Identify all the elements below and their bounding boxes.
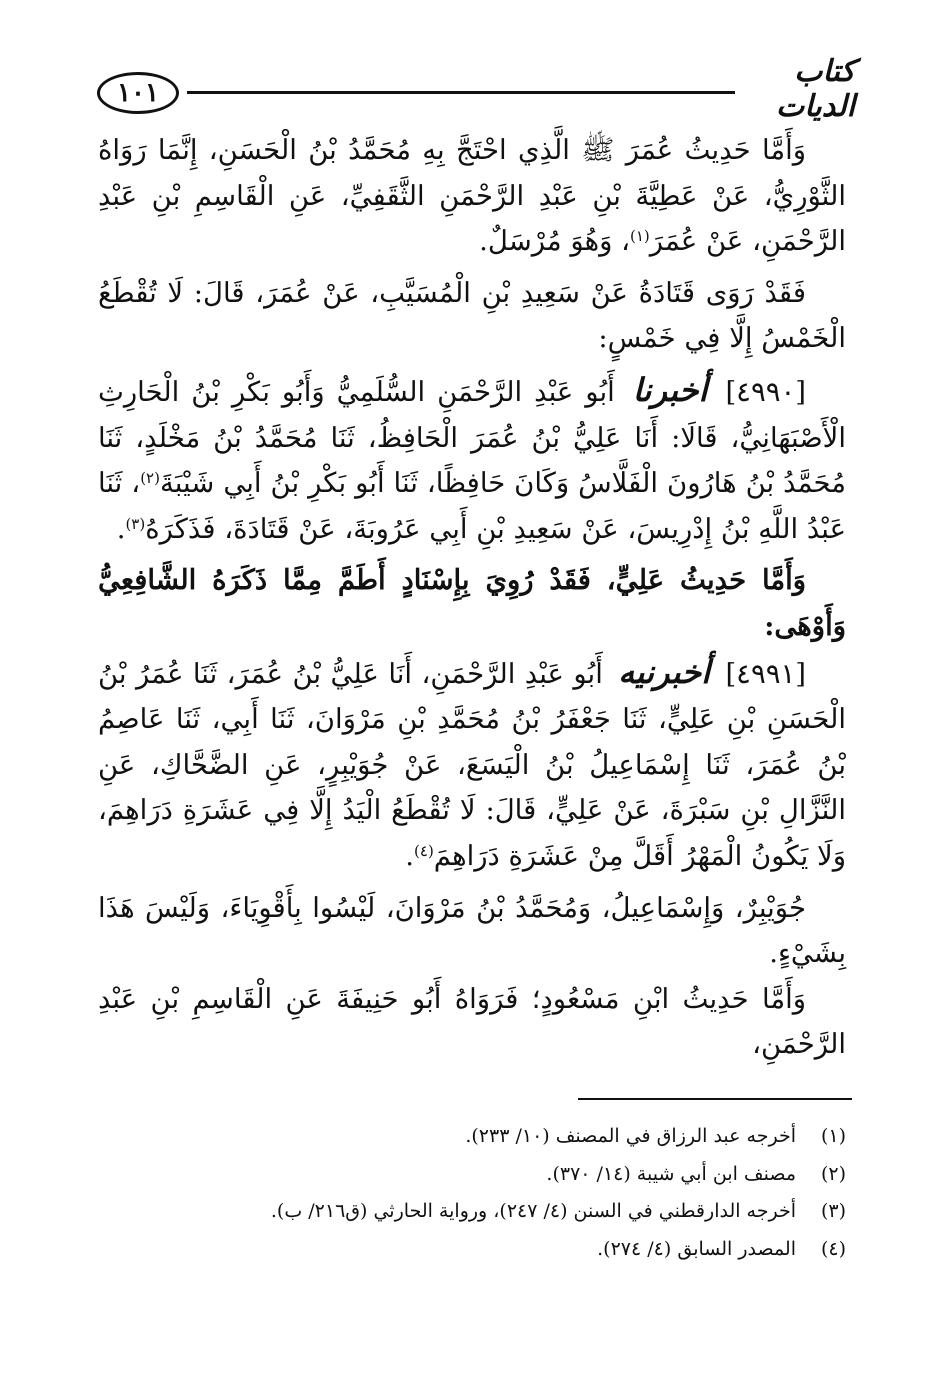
header-rule — [187, 91, 735, 94]
footnote-number: (٤) — [820, 1237, 846, 1260]
footnote-text: أخرجه عبد الرزاق في المصنف (١٠/ ٢٣٣). — [465, 1125, 796, 1147]
footnote-separator — [578, 1098, 852, 1100]
page-number: ١٠١ — [97, 72, 179, 114]
akhbarana-marker: أخبرنا — [632, 370, 708, 409]
paragraph-ibn-masud: وَأَمَّا حَدِيثُ ابْنِ مَسْعُودٍ؛ فَرَوَاهُ أَبُو حَنِيفَةَ عَنِ الْقَاسِمِ بْنِ عَبْدِ الرَّحْمَنِ، — [98, 982, 846, 1061]
footnote-number: (٢) — [820, 1162, 846, 1185]
hadith-4990-text-a: أَبُو عَبْدِ الرَّحْمَنِ السُّلَمِيُّ وَأَبُو بَكْرِ بْنُ الْحَارِثِ الْأَصْبَهَانِيُّ، قَالَا: أَنَا عَلِيُّ بْنُ عُمَرَ الْحَافِظُ، ثَنَا مُحَمَّدُ بْنُ مَخْلَدٍ، ثَنَا مُحَمَّدُ بْنُ هَارُونَ الْفَلَّاسُ وَكَانَ حَافِظًا، ثَنَا أَبُو بَكْرِ بْنُ أَبِي شَيْبَةَ — [98, 375, 846, 500]
paragraph-1-text: وَأَمَّا حَدِيثُ عُمَرَ ﷺ الَّذِي احْتَجَّ بِهِ مُحَمَّدُ بْنُ الْحَسَنِ، إِنَّمَا رَوَاهُ الثَّوْرِيُّ، عَنْ عَطِيَّةَ بْنِ عَبْدِ الرَّحْمَنِ الثَّقَفِيِّ، عَنِ الْقَاسِمِ بْنِ عَبْدِ الرَّحْمَنِ، عَنْ عُمَرَ — [98, 134, 846, 258]
footnote-3 — [106, 1193, 846, 1231]
footnote-number: (٣) — [820, 1200, 846, 1222]
footnote-2 — [106, 1156, 846, 1194]
page-header — [95, 54, 855, 124]
footnotes — [106, 1118, 846, 1268]
footnote-text: مصنف ابن أبي شيبة (١٤/ ٣٧٠). — [546, 1162, 796, 1185]
footnote-text: أخرجه الدارقطني في السنن (٤/ ٢٤٧)، ورواية الحارثي (ق٢١٦/ ب). — [270, 1200, 796, 1222]
hadith-4991-end: . — [405, 839, 415, 872]
footnote-4 — [106, 1231, 846, 1269]
hadith-4990-text-b: ، ثَنَا عَبْدُ اللَّهِ بْنُ إِدْرِيسَ، عَنْ سَعِيدِ بْنِ أَبِي عَرُوبَةَ، عَنْ قَتَادَةَ، فَذَكَرَهُ — [98, 467, 846, 545]
footnote-ref-4: (٤) — [414, 841, 434, 860]
footnote-ref-2: (٢) — [140, 469, 160, 488]
book-title: كتاب الديات — [776, 54, 855, 124]
footnote-text: المصدر السابق (٤/ ٢٧٤). — [597, 1237, 796, 1260]
paragraph-narrators: جُوَيْبِرٌ، وَإِسْمَاعِيلُ، وَمُحَمَّدُ بْنُ مَرْوَانَ، لَيْسُوا بِأَقْوِيَاءَ، وَلَيْسَ هَذَا بِشَيْءٍ. — [98, 891, 846, 970]
paragraph-ali: وَأَمَّا حَدِيثُ عَلِيٍّ، فَقَدْ رُوِيَ بِإِسْنَادٍ أَطَمَّ مِمَّا ذَكَرَهُ الشَّافِعِيُّ وَأَوْهَى: — [98, 564, 846, 642]
hadith-4991 — [98, 650, 846, 880]
footnote-ref-3: (٣) — [125, 514, 146, 533]
hadith-number-4991: [٤٩٩١] — [725, 657, 806, 690]
footnote-number: (١) — [820, 1125, 846, 1147]
paragraph-1 — [98, 128, 846, 265]
hadith-4990 — [98, 368, 846, 552]
paragraph-2: فَقَدْ رَوَى قَتَادَةُ عَنْ سَعِيدِ بْنِ الْمُسَيَّبِ، عَنْ عُمَرَ، قَالَ: لَا تُقْطَعُ الْخَمْسُ إِلَّا فِي خَمْسٍ: — [98, 276, 846, 355]
footnote-1 — [106, 1118, 846, 1156]
hadith-4991-text: أَبُو عَبْدِ الرَّحْمَنِ، أَنَا عَلِيُّ بْنُ عُمَرَ، ثَنَا عُمَرُ بْنُ الْحَسَنِ بْنِ عَلِيٍّ، ثَنَا جَعْفَرُ بْنُ مُحَمَّدِ بْنِ مَرْوَانَ، ثَنَا أَبِي، ثَنَا عَاصِمُ بْنُ عُمَرَ، ثَنَا إِسْمَاعِيلُ بْنُ الْيَسَعَ، عَنْ جُوَيْبِرٍ، عَنِ الضَّحَّاكِ، عَنِ النَّزَّالِ بْنِ سَبْرَةَ، عَنْ عَلِيٍّ، قَالَ: لَا تُقْطَعُ الْيَدُ إِلَّا فِي عَشَرَةِ دَرَاهِمَ، وَلَا يَكُونُ الْمَهْرُ أَقَلَّ مِنْ عَشَرَةِ دَرَاهِمَ — [98, 657, 846, 872]
main-text — [98, 128, 846, 1068]
paragraph-1-end: ، وَهُوَ مُرْسَلٌ. — [479, 225, 630, 258]
footnote-ref-1: (١) — [630, 227, 650, 246]
hadith-4990-end: . — [116, 512, 126, 545]
hadith-number-4990: [٤٩٩٠] — [725, 375, 806, 408]
akhbaranihi-marker: أخبرنيه — [618, 652, 710, 691]
